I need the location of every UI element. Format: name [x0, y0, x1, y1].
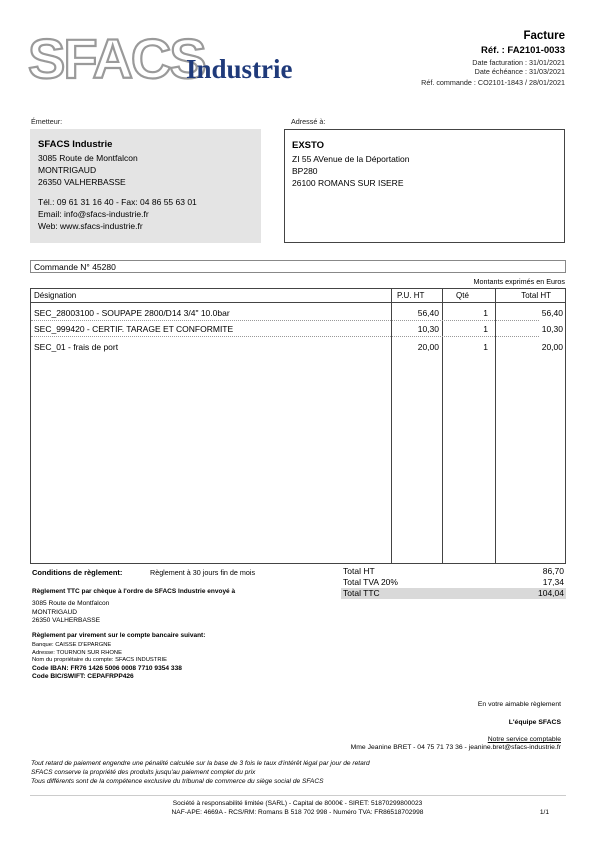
invoice-table [30, 288, 566, 564]
table-header [31, 289, 565, 303]
legal-notice [31, 760, 370, 786]
sender-phone: Tél.: 09 61 31 16 40 - Fax: 04 86 55 63 01 [38, 197, 197, 207]
bank-details [32, 642, 182, 681]
total-ttc-value: 104,04 [538, 588, 564, 598]
transfer-payment-title: Règlement par virement sur le compte bancaire suivant: [32, 632, 206, 639]
table-row-designation: SEC_999420 - CERTIF. TARAGE ET CONFORMITE [34, 324, 234, 334]
table-row-unit-price: 20,00 [417, 342, 439, 352]
document-title: Facture [523, 30, 565, 42]
cheque-address-line: 3085 Route de Montfalcon [32, 600, 110, 607]
table-row-quantity: 1 [483, 342, 488, 352]
sender-address-line: MONTRIGAUD [38, 165, 97, 175]
payment-terms-label: Conditions de règlement: [32, 568, 123, 577]
closing-team: L'équipe SFACS [508, 719, 561, 726]
legal-line: Tout retard de paiement engendre une pénalité calculée sur la base de 3 fois le taux d'intérêt légal par jour de retard [31, 760, 370, 767]
table-row-unit-price: 56,40 [417, 308, 439, 318]
bic-swift: Code BIC/SWIFT: CEPAFRPP426 [32, 672, 134, 680]
header-total: Total HT [521, 291, 551, 300]
sender-website: Web: www.sfacs-industrie.fr [38, 221, 143, 231]
bank-address: Adresse: TOURNON SUR RHONE [32, 649, 122, 656]
total-tva-value: 17,34 [542, 577, 564, 587]
page-number: 1/1 [539, 809, 549, 816]
footer-registration-info: NAF-APE: 4669A - RCS/RM: Romans B 518 702 998 - Numéro TVA: FR86518702998 [171, 809, 424, 816]
total-tva-label: Total TVA 20% [343, 577, 398, 587]
table-row-total: 20,00 [541, 342, 563, 352]
order-number: Commande N° 45280 [30, 260, 566, 273]
header-designation: Désignation [34, 291, 77, 300]
footer-divider [30, 795, 566, 796]
cheque-payment-title: Règlement TTC par chèque à l'ordre de SFACS Industrie envoyé à [32, 588, 236, 595]
sender-label: Émetteur: [31, 117, 63, 126]
due-date: Date échéance : 31/03/2021 [474, 67, 565, 76]
total-ht-row [341, 566, 566, 577]
table-row-quantity: 1 [483, 324, 488, 334]
sender-email: Email: info@sfacs-industrie.fr [38, 209, 149, 219]
table-row-unit-price: 10,30 [417, 324, 439, 334]
payment-terms-value: Règlement à 30 jours fin de mois [150, 568, 256, 577]
cheque-address [32, 600, 109, 626]
table-row-quantity: 1 [483, 308, 488, 318]
order-reference: Réf. commande : CO2101-1843 / 28/01/2021 [421, 78, 565, 87]
iban: Code IBAN: FR76 1426 5006 0008 7710 9354 338 [32, 665, 182, 673]
sender-address-line: 3085 Route de Montfalcon [38, 153, 138, 163]
recipient-address-line: BP280 [292, 166, 318, 176]
recipient-name: EXSTO [292, 140, 325, 151]
company-logo [28, 28, 318, 90]
invoice-date: Date facturation : 31/01/2021 [472, 58, 565, 67]
recipient-box [284, 129, 565, 243]
recipient-address-line: 26100 ROMANS SUR ISERE [292, 178, 404, 188]
recipient-label: Adressé à: [291, 117, 326, 126]
total-ttc-label: Total TTC [343, 588, 380, 598]
sender-name: SFACS Industrie [38, 139, 113, 150]
accounting-service: Notre service comptable [487, 736, 561, 743]
accounting-contact: Mme Jeanine BRET - 04 75 71 73 36 - jeanine.bret@sfacs-industrie.fr [350, 744, 561, 751]
closing-greeting: En votre aimable règlement [477, 701, 561, 708]
cheque-address-line: MONTRIGAUD [32, 608, 78, 616]
total-ht-label: Total HT [343, 566, 375, 576]
cheque-address-line: 26350 VALHERBASSE [32, 617, 101, 624]
legal-line: Tous différents sont de la compétence exclusive du tribunal de commerce du siège social de SFACS [31, 777, 324, 785]
total-ttc-row [341, 588, 566, 599]
totals-block [341, 566, 566, 599]
footer-company-info: Société à responsabilité limitée (SARL) - Capital de 8000€ - SIRET: 51870299800023 [172, 800, 423, 807]
table-row-total: 10,30 [541, 324, 563, 334]
svg-text:Industrie: Industrie [186, 54, 293, 84]
svg-text:SFACS: SFACS [28, 28, 205, 90]
sender-address-line: 26350 VALHERBASSE [38, 177, 126, 187]
recipient-address-line: ZI 55 AVenue de la Déportation [292, 154, 410, 164]
account-owner: Nom du propriétaire du compte: SFACS INDUSTRIE [32, 657, 167, 664]
total-ht-value: 86,70 [542, 566, 564, 576]
table-row-designation: SEC_01 - frais de port [34, 342, 119, 352]
header-unit-price: P.U. HT [397, 291, 425, 300]
table-row-total: 56,40 [541, 308, 563, 318]
header-quantity: Qté [456, 291, 469, 300]
sender-box [30, 129, 261, 243]
bank-name: Banque: CAISSE D'EPARGNE [32, 642, 112, 648]
table-row-designation: SEC_28003100 - SOUPAPE 2800/D14 3/4" 10.0bar [34, 308, 230, 318]
currency-note: Montants exprimés en Euros [473, 277, 565, 286]
invoice-reference: Réf. : FA2101-0033 [481, 45, 565, 56]
legal-line: SFACS conserve la propriété des produits jusqu'au paiement complet du prix [31, 768, 256, 776]
total-tva-row [341, 577, 566, 588]
